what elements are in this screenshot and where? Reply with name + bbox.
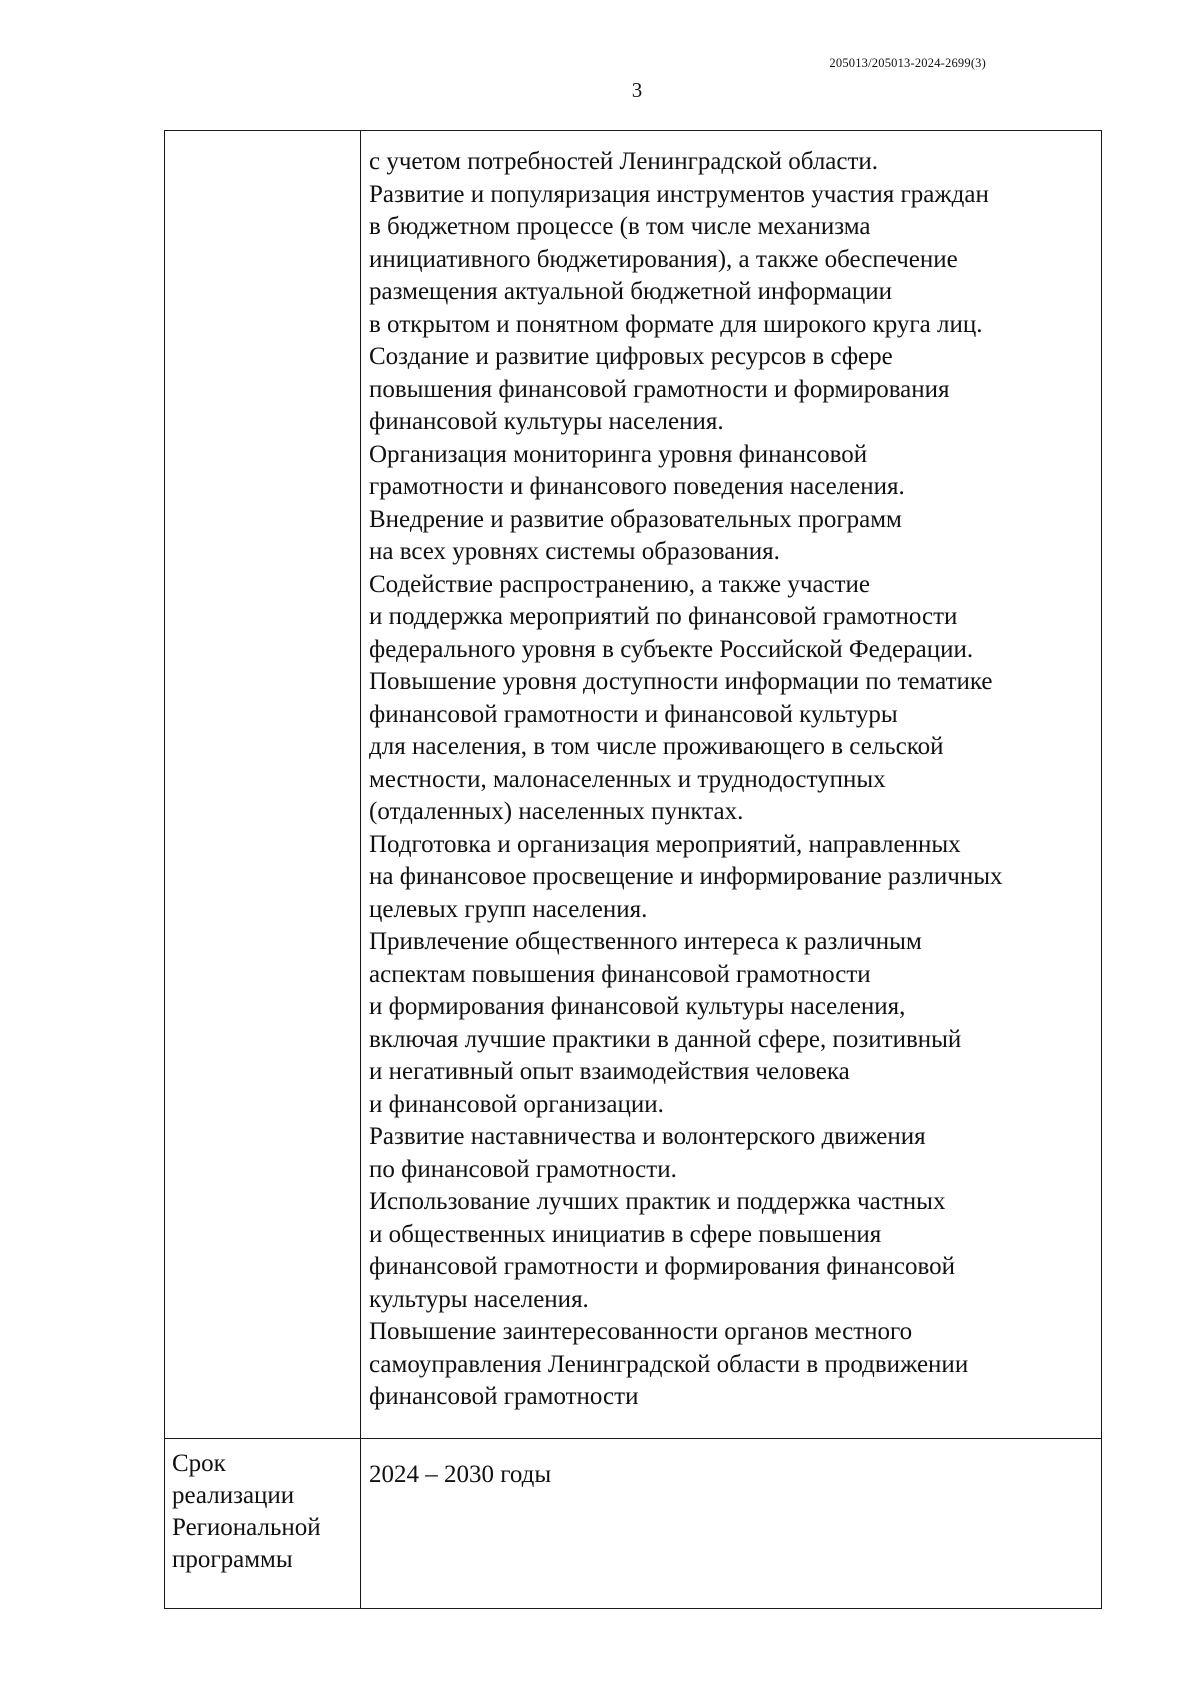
document-id: 205013/205013-2024-2699(3) [829, 56, 986, 70]
paragraph: с учетом потребностей Ленинградской области. [369, 148, 879, 175]
paragraph: Использование лучших практик и поддержка частных и общественных инициатив в сфере повышения финансовой грамотности и формирования финансовой культуры населения. [369, 1188, 955, 1313]
paragraph: Содействие распространению, а также участие и поддержка мероприятий по финансовой грамотности федерального уровня в субъекте Российской Федерации. [369, 570, 974, 663]
paragraph: Внедрение и развитие образовательных программ на всех уровнях системы образования. [369, 505, 902, 565]
row-content-cell [361, 1439, 1102, 1609]
paragraph: Повышение уровня доступности информации по тематике финансовой грамотности и финансовой культуры для населения, в том числе проживающего в сельской местности, малонаселенных и труднодоступных (отдаленных) населенных пунктах. [369, 668, 993, 825]
row-content-cell [361, 131, 1102, 1439]
row-label-cell [165, 1439, 361, 1609]
implementation-period-label: Срок реализации Региональной программы [172, 1450, 321, 1573]
table-row [165, 1439, 1102, 1609]
paragraph: Создание и развитие цифровых ресурсов в сфере повышения финансовой грамотности и формирования финансовой культуры населения. [369, 343, 950, 435]
paragraph: Развитие и популяризация инструментов участия граждан в бюджетном процессе (в том числе механизма инициативного бюджетирования), а также обеспечение размещения актуальной бюджетной информации в открытом и понятном формате для широкого круга лиц. [369, 180, 989, 338]
program-passport-table [164, 130, 1102, 1609]
row-label-cell [165, 131, 361, 1439]
implementation-period-value: 2024 – 2030 годы [369, 1461, 552, 1488]
paragraph: Повышение заинтересованности органов местного самоуправления Ленинградской области в продвижении финансовой грамотности [369, 1318, 969, 1410]
paragraph: Организация мониторинга уровня финансовой грамотности и финансового поведения населения. [369, 440, 905, 500]
table-row [165, 131, 1102, 1439]
page-number: 3 [631, 78, 643, 102]
paragraph: Развитие наставничества и волонтерского движения по финансовой грамотности. [369, 1123, 926, 1183]
paragraph: Привлечение общественного интереса к различным аспектам повышения финансовой грамотности и формирования финансовой культуры населения, включая лучшие практики в данной сфере, позитивный и негативный опыт взаимодействия человека и финансовой организации. [369, 928, 962, 1118]
paragraph: Подготовка и организация мероприятий, направленных на финансовое просвещение и информирование различных целевых групп населения. [369, 830, 1003, 923]
